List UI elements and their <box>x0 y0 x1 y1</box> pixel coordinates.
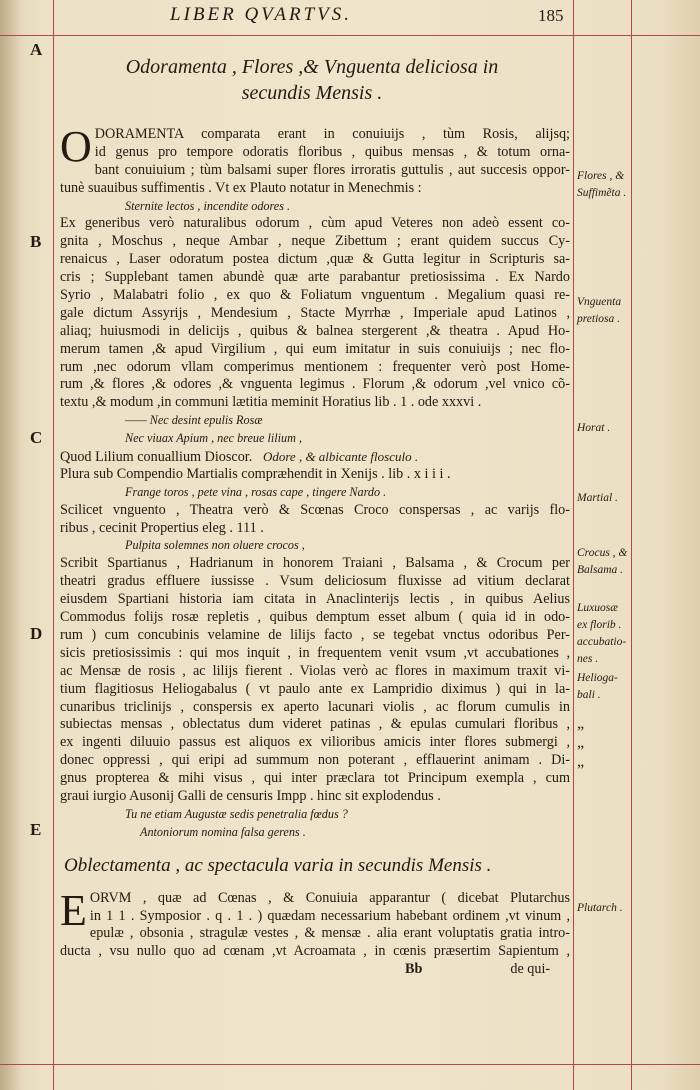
text-line: bant conuiuium ; tùm balsami super flores irroratis guttulis , aut succesis oppor- <box>94 161 570 178</box>
text-line: rum ,& flores ,& odores ,& vnguenta legimus . Florum ,& odorum ,vel vnico cõ- <box>60 376 570 393</box>
text-line <box>60 448 570 466</box>
verse-line: Sternite lectos , incendite odores . <box>125 198 291 213</box>
verse-line: Frange toros , pete vina , rosas cape , tingere Nardo . <box>125 484 387 499</box>
catchword: de qui- <box>510 961 551 978</box>
chapter-heading-line: Odoramenta , Flores ,& Vnguenta deliciosa in <box>125 56 499 78</box>
text-line: Commodus folijs rosæ repletis , quibus demptum esset album ( quia id in odo- <box>60 609 570 626</box>
margin-note-heliogabali <box>577 670 618 704</box>
margin-note-line: Vnguenta <box>577 296 622 308</box>
chapter-heading-line: secundis Mensis . <box>241 82 383 104</box>
section-letter-e: E <box>30 820 42 839</box>
margin-note-line: pretiosa . <box>577 313 621 325</box>
text-line: eiusdem Spartiani historia iam citata in Anaclinterijs lectis , in quibus Aelius <box>60 591 570 608</box>
margin-note-line: nes . <box>577 653 599 665</box>
margin-note-luxuosae <box>577 600 626 668</box>
text-line: aliaq; huiusmodi in delicijs , quibus & balnea stergerent ,& theatra . Apud Ho- <box>60 322 570 339</box>
text-line: textu ,& modum ,in communi lætitia meminit Horatius lib . 1 . ode xxxvi . <box>60 394 482 411</box>
text-line: ORVM , quæ ad Cœnas , & Conuiuia apparantur ( dicebat Plutarchus <box>89 889 570 906</box>
text-line: graui iurgio Ausonij Galli de censuris Impp . hinc sit explodendus . <box>60 787 441 804</box>
margin-rule-bottom <box>0 1064 700 1065</box>
text-line: renaicus , Laser odoratum postea dictum ,quæ & Gutta legitur in Scripturis sa- <box>60 251 570 268</box>
margin-note-flores <box>577 168 626 202</box>
verse-line: Pulpita solemnes non oluere crocos , <box>125 538 305 553</box>
section-letter-b: B <box>30 232 42 251</box>
margin-note-line: bali . <box>577 689 601 701</box>
running-head: LIBER QVARTVS. <box>170 4 353 25</box>
text-line: Syrio , Malabatri folio , ex quo & Foliatum vnguentum . Megalium quasi re- <box>60 287 570 304</box>
footer-line <box>60 961 570 979</box>
margin-note-line: Luxuosæ <box>577 602 618 614</box>
text-line: theatri gradus effluere iussisse . Vsum deliciosum fluxisse ad vitium declarat <box>60 573 570 590</box>
quote-mark: „ <box>577 734 585 751</box>
verse-line: Nec viuax Apium , nec breue lilium , <box>125 431 303 446</box>
text-line: cris ; Supplebant tamen abundè quæ arte parabantur pretiosissima . Ex Nardo <box>60 269 570 286</box>
text-line: gnus propterea & mihi visus , qui inter præclara tot Principum exempla , cum <box>60 770 570 787</box>
text-line: tium flagitiosus Heliogabalus ( vt paulo ante ex Lampridio diximus ) qui in la- <box>60 680 570 697</box>
text-line: id genus pro tempore odoratis floribus , quibus mensas , & totum orna- <box>94 143 570 160</box>
dioscor-text: Quod Lilium conuallium Dioscor. <box>60 449 253 466</box>
text-line: donec oppressi , qui eripi ad summum non poterant , efflauerint animam . Di- <box>60 752 570 769</box>
section-letter-a: A <box>30 40 43 59</box>
text-line: Plura sub Compendio Martialis compræhendit in Xenijs . lib . x i i i . <box>60 465 451 482</box>
text-line: Scribit Spartianus , Hadrianum in honorem Traiani , Balsama , & Crocum per <box>60 555 570 572</box>
text-line: ducta , vsu nullo quo ad cœnam ,vt Acroamata , in cœnis præsertim Sapientum , <box>60 943 570 960</box>
text-line: epulæ , obsonia , stragulæ vestes , & mensæ . alia erant voluptatis gratia intro- <box>89 925 570 942</box>
text-line: gnita , Moschus , neque Ambar , neque Zibettum ; erant quidem succus Cy- <box>60 233 570 250</box>
margin-rule-right <box>573 0 574 1090</box>
margin-note-vnguenta <box>577 294 621 328</box>
margin-note-line: Suffimẽta . <box>577 187 627 199</box>
margin-rule-left <box>53 0 54 1090</box>
drop-cap: O <box>60 122 92 171</box>
margin-rule-outer <box>631 0 632 1090</box>
dioscor-quote: Odore , & albicante flosculo . <box>262 449 419 465</box>
text-line: Ex generibus verò naturalibus odorum , cùm apud Veteres non adeò essent co- <box>60 215 570 232</box>
text-line: rum ,nec odorum vllam comperimus mentionem : frequenter verò post Home- <box>60 358 570 375</box>
text-line: cunaribus triclinijs , conspersis ex aperto lacunari violis , ac florum cumulis in <box>60 698 570 715</box>
drop-cap-e: E <box>60 885 87 935</box>
text-line: DORAMENTA comparata erant in conuiuijs , tùm Rosis, alijsq; <box>94 126 570 142</box>
margin-rule-top <box>0 35 700 36</box>
gutter-shadow <box>0 0 22 1090</box>
section-letter-c: C <box>30 428 43 447</box>
text-line: ribus , cecinit Propertius eleg . 111 . <box>60 519 264 536</box>
margin-note-crocus <box>577 545 627 579</box>
margin-quote-marks <box>577 714 584 771</box>
text-line: tunè suauibus suffimentis . Vt ex Plauto notatur in Menechmis : <box>60 179 422 196</box>
text-line: ex ingenti diluuio passus est aliquos ex vilioribus amicis inter flores submergi , <box>60 734 570 751</box>
section-letter-d: D <box>30 624 43 643</box>
text-line: rum ) cum concubinis velamine de lilijs facto , se tegebat vnctus odoribus Per- <box>60 626 570 643</box>
signature-mark: Bb <box>405 961 423 978</box>
text-line: gale dictum Assyrijs , Mendesium , Stacte Myrrhæ , Imperiale apud Latinos , <box>60 304 570 321</box>
verse-line: —— Nec desint epulis Rosæ <box>125 413 263 428</box>
margin-note-line: Crocus , & <box>577 547 628 559</box>
text-line: merum tamen ,& apud Virgilium , qui eum imitatur in suis conuiuijs ; nec flo- <box>60 340 570 357</box>
chapter-heading <box>52 54 572 106</box>
margin-note-line: Balsama . <box>577 564 623 576</box>
quote-mark: „ <box>577 715 585 732</box>
verse-line: Antoniorum nomina falsa gerens . <box>140 824 306 839</box>
margin-note-line: ex florib . <box>577 619 622 631</box>
section-heading: Oblectamenta , ac spectacula varia in secundis Mensis . <box>64 854 492 876</box>
margin-note-line: Flores , & <box>577 170 625 182</box>
text-line: subiectas mensas , oblectatus dum videret patinas , & epulas cumulari floribus , <box>60 716 570 733</box>
margin-note-horat: Horat . <box>577 422 611 434</box>
margin-note-line: accubatio- <box>577 636 627 648</box>
verse-line: Tu ne etiam Augustæ sedis penetralia fœdus ? <box>125 806 348 821</box>
margin-note-martial: Martial . <box>577 492 618 504</box>
quote-mark: „ <box>577 753 585 770</box>
margin-note-line: Helioga- <box>577 672 618 684</box>
text-line: sicis pretiosissimis : qui mos inquit , in frequentem venit vsum ,vt accubationes , <box>60 644 570 661</box>
page-number: 185 <box>538 6 564 25</box>
margin-note-plutarch: Plutarch . <box>577 902 623 914</box>
text-line: ac Mensæ de rosis , ac lilijs fierent . Violas verò ac flores in maximum traxit vi- <box>60 662 570 679</box>
text-line: in 1 1 . Symposior . q . 1 . ) quædam necessarium habebant ordinem ,vt vinum , <box>89 907 570 924</box>
main-text <box>60 122 570 979</box>
text-line: Scilicet vnguento , Theatra verò & Scœnas Croco conspersas , ac varijs flo- <box>60 501 570 518</box>
